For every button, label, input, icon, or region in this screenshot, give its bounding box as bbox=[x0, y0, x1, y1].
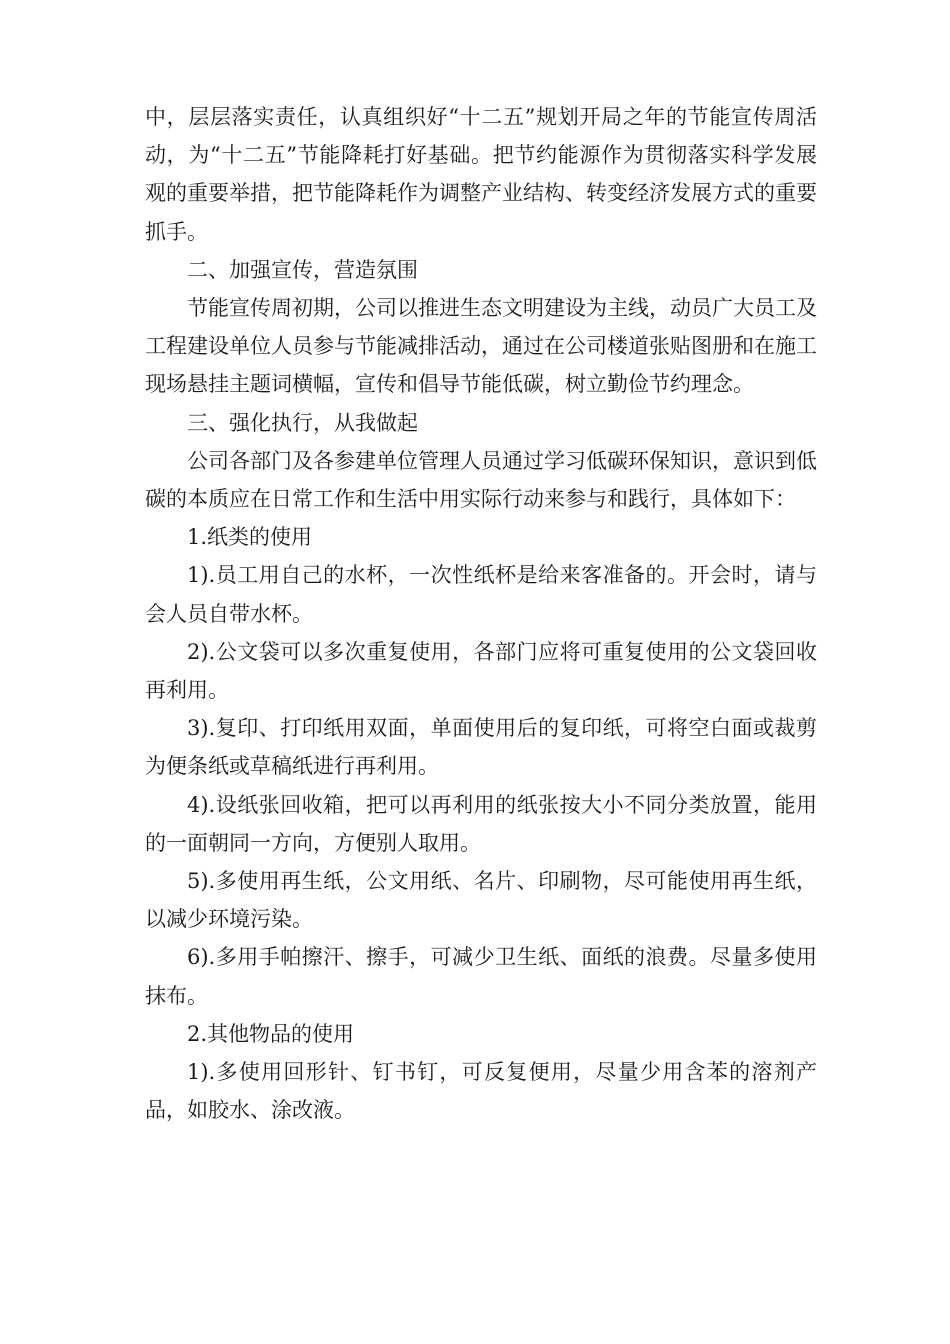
paragraph: 中，层层落实责任，认真组织好“十二五”规划开局之年的节能宣传周活动，为“十二五”节能降耗打好基础。把节约能源作为贯彻落实科学发展观的重要举措，把节能降耗作为调整产业结构、转变经济发展方式的重要抓手。 bbox=[145, 105, 817, 244]
paragraph: 公司各部门及各参建单位管理人员通过学习低碳环保知识，意识到低碳的本质应在日常工作和生活中用实际行动来参与和践行，具体如下： bbox=[145, 448, 817, 512]
paragraph: 二、加强宣传，营造氛围 bbox=[187, 257, 418, 282]
paragraph: 2).公文袋可以多次重复使用，各部门应将可重复使用的公文袋回收再利用。 bbox=[145, 639, 817, 703]
paragraph: 6).多用手帕擦汗、擦手，可减少卫生纸、面纸的浪费。尽量多使用抹布。 bbox=[145, 945, 817, 1008]
paragraph: 5).多使用再生纸，公文用纸、名片、印刷物，尽可能使用再生纸，以减少环境污染。 bbox=[145, 869, 817, 932]
paragraph: 2.其他物品的使用 bbox=[187, 1021, 355, 1046]
paragraph: 节能宣传周初期，公司以推进生态文明建设为主线，动员广大员工及工程建设单位人员参与节能减排活动，通过在公司楼道张贴图册和在施工现场悬挂主题词横幅，宣传和倡导节能低碳，树立勤俭节约理念。 bbox=[145, 296, 817, 397]
paragraph: 1).员工用自己的水杯，一次性纸杯是给来客准备的。开会时，请与会人员自带水杯。 bbox=[145, 563, 817, 626]
paragraph: 三、强化执行，从我做起 bbox=[187, 410, 418, 435]
paragraph: 3).复印、打印纸用双面，单面使用后的复印纸，可将空白面或裁剪为便条纸或草稿纸进行再利用。 bbox=[145, 716, 817, 779]
paragraph: 4).设纸张回收箱，把可以再利用的纸张按大小不同分类放置，能用的一面朝同一方向，方便别人取用。 bbox=[145, 792, 817, 855]
paragraph: 1).多使用回形针、钉书钉，可反复便用，尽量少用含苯的溶剂产品，如胶水、涂改液。 bbox=[145, 1060, 817, 1123]
paragraph: 1.纸类的使用 bbox=[187, 525, 313, 550]
document-body bbox=[145, 98, 817, 1129]
